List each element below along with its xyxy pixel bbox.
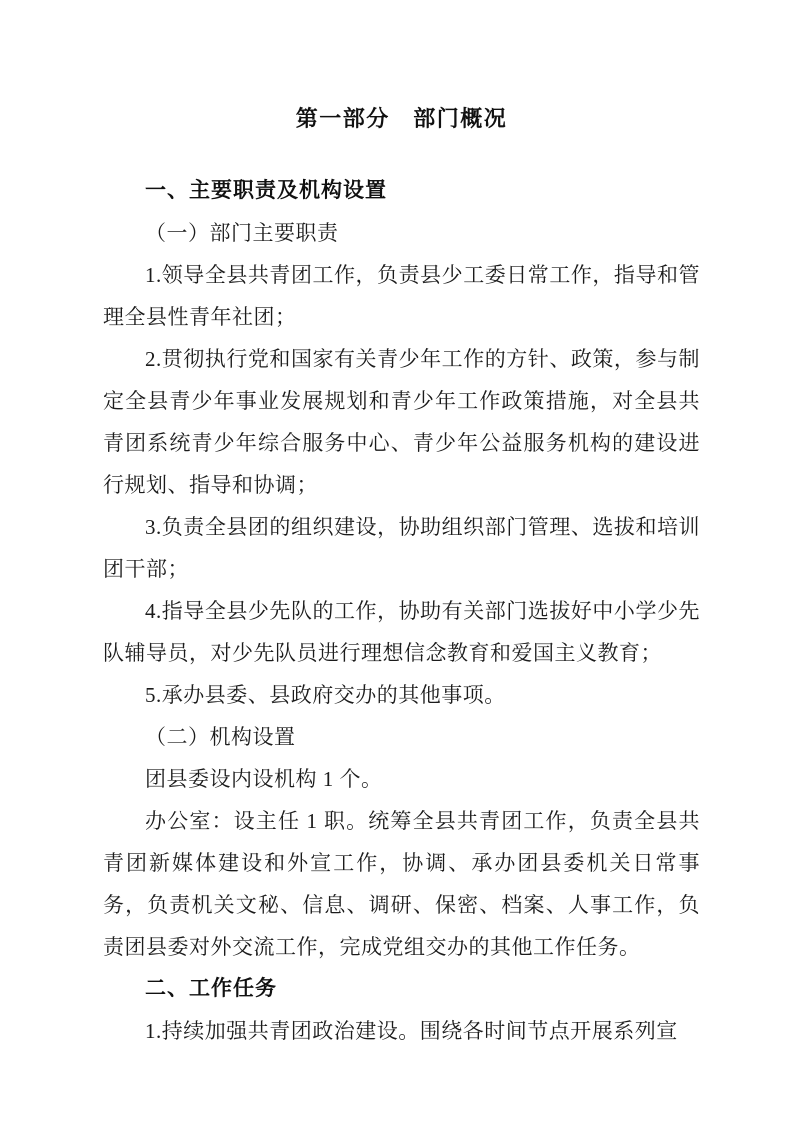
para-duty-1: 1.领导全县共青团工作，负责县少工委日常工作，指导和管理全县性青年社团； [103,263,700,329]
section-1-heading: 一、主要职责及机构设置 [145,179,387,202]
para-duty-5: 5.承办县委、县政府交办的其他事项。 [145,683,506,707]
para-office-duties: 办公室：设主任 1 职。统筹全县共青团工作，负责全县共青团新媒体建设和外宣工作，协调、承办团县委机关日常事务，负责机关文秘、信息、调研、保密、档案、人事工作，负责团县委对外交流工作，完成党组交办的其他工作任务。 [103,809,700,959]
para-duty-3: 3.负责全县团的组织建设，协助组织部门管理、选拔和培训团干部； [103,515,700,581]
para-task-1: 1.持续加强共青团政治建设。围绕各时间节点开展系列宣 [145,1019,678,1043]
para-duty-2: 2.贯彻执行党和国家有关青少年工作的方针、政策，参与制定全县青少年事业发展规划和青少年工作政策措施，对全县共青团系统青少年综合服务中心、青少年公益服务机构的建设进行规划、指导和协调； [103,347,700,497]
para-duty-4: 4.指导全县少先队的工作，协助有关部门选拔好中小学少先队辅导员，对少先队员进行理想信念教育和爱国主义教育； [103,599,700,665]
subsection-duties-heading: （一）部门主要职责 [145,221,339,245]
subsection-org-setup-heading: （二）机构设置 [145,725,296,749]
section-2-heading: 二、工作任务 [145,977,277,1000]
document-body [103,170,700,1052]
document-title: 第一部分 部门概况 [295,106,508,131]
para-org-count: 团县委设内设机构 1 个。 [145,767,383,791]
